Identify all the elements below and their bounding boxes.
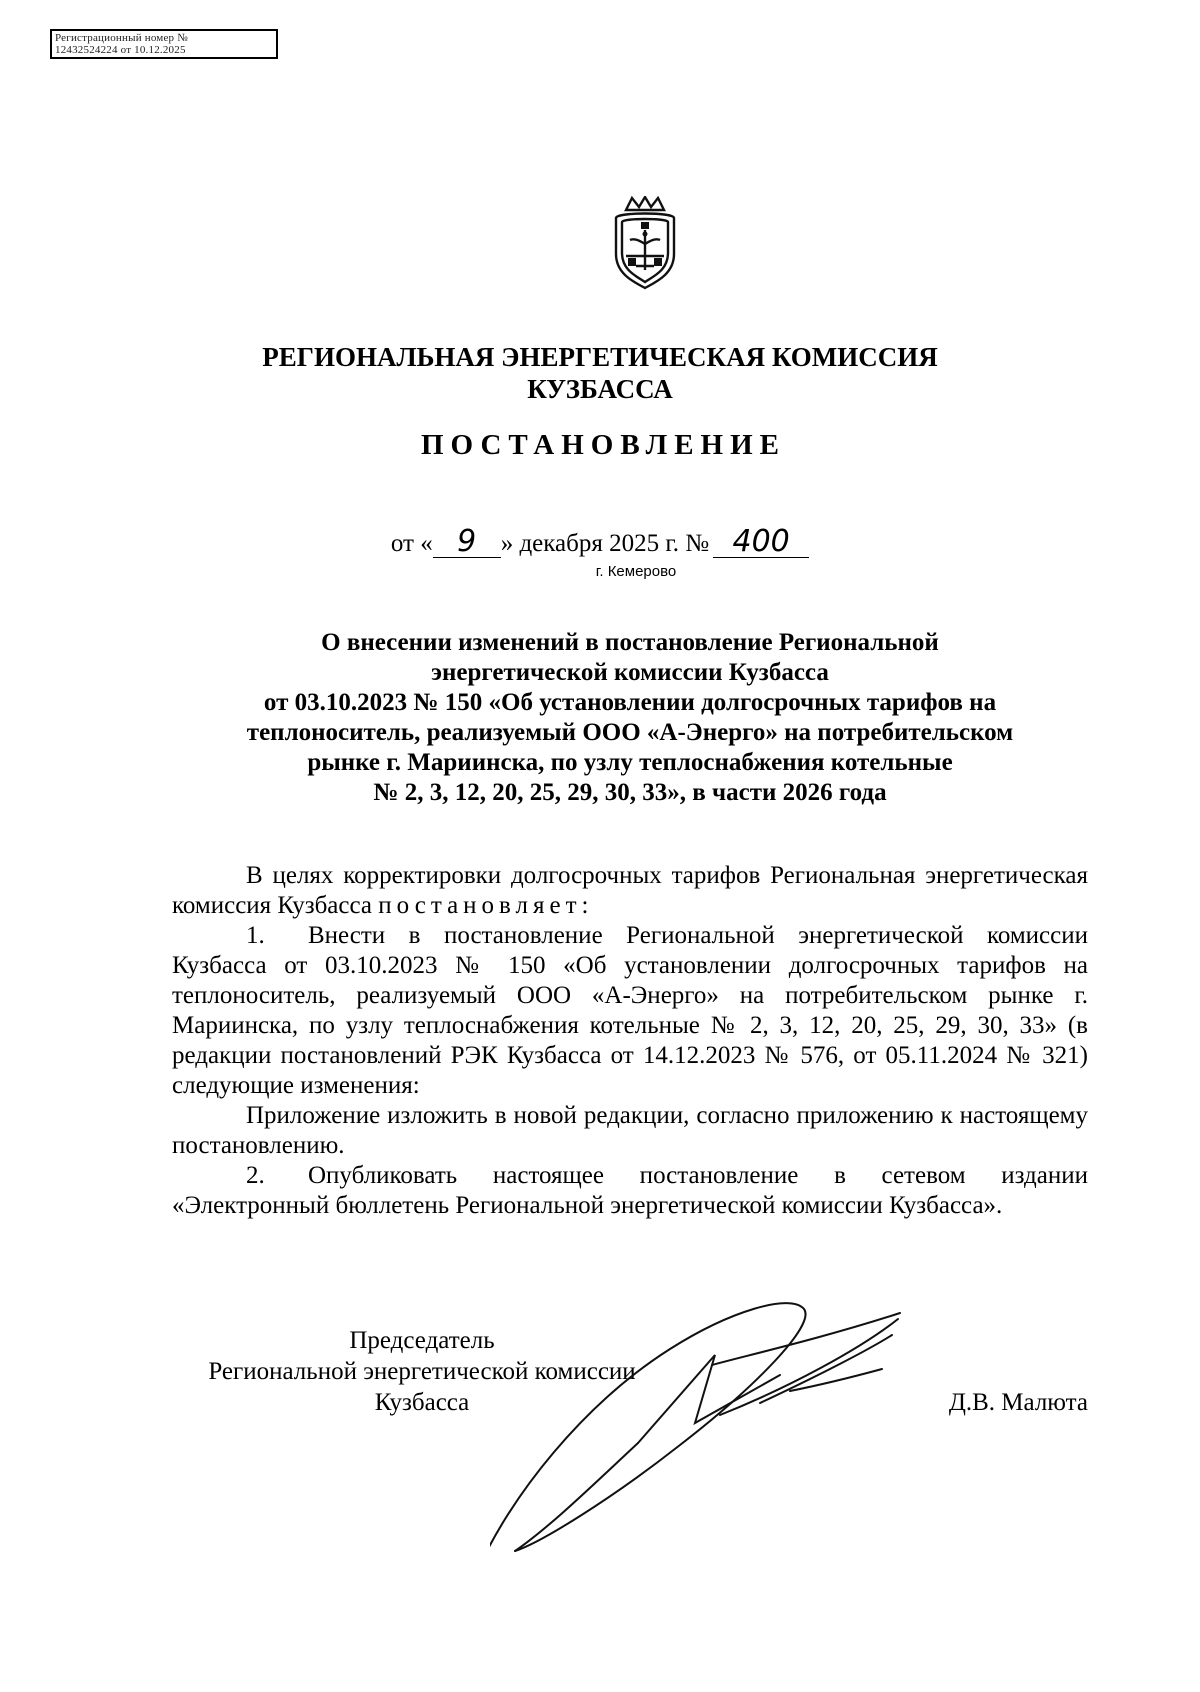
subject-line: рынке г. Мариинска, по узлу теплоснабжения котельные bbox=[307, 749, 953, 776]
item-2-number: 2. bbox=[246, 1162, 265, 1189]
date-day-handwritten: 9 bbox=[433, 527, 501, 558]
document-subject bbox=[190, 628, 1070, 808]
subject-line: от 03.10.2023 № 150 «Об установлении долгосрочных тарифов на bbox=[263, 689, 997, 716]
item-1-number: 1. bbox=[246, 922, 265, 949]
signatory-title-line1: Председатель bbox=[349, 1327, 495, 1354]
item-1-subparagraph: Приложение изложить в новой редакции, согласно приложению к настоящему постановлению. bbox=[172, 1102, 1088, 1159]
subject-line: энергетической комиссии Кузбасса bbox=[431, 659, 829, 686]
resolves-word: постановляет: bbox=[378, 892, 594, 919]
document-body bbox=[172, 861, 1088, 1221]
signatory-title-line3: Кузбасса bbox=[374, 1389, 470, 1416]
signatory-title-line2: Региональной энергетической комиссии bbox=[208, 1358, 636, 1385]
subject-line: теплоноситель, реализуемый ООО «А-Энерго» на потребительском bbox=[246, 719, 1014, 746]
item-1-paragraph bbox=[172, 921, 1088, 1101]
item-1-text: Внести в постановление Региональной энергетической комиссии Кузбасса от 03.10.2023 № 150 «Об установлении долгосрочных тарифов на теплоноситель, реализуемый ООО «А-Энерго» на потребительском рынке г. Мариинска, по узлу теплоснабжения котельные № 2, 3, 12, 20, 25, 29, 30, 33» (в редакции постановлений РЭК Кузбасса от 14.12.2023 № 576, от 05.11.2024 № 321) следующие изменения: bbox=[172, 922, 1088, 1099]
item-2-text: Опубликовать настоящее постановление в сетевом издании «Электронный бюллетень Региональной энергетической комиссии Кузбасса». bbox=[172, 1162, 1088, 1219]
registration-stamp bbox=[50, 29, 278, 59]
date-number-line bbox=[0, 524, 1200, 559]
document-number-handwritten: 400 bbox=[713, 527, 809, 558]
date-prefix: от « bbox=[390, 530, 433, 557]
item-2-paragraph bbox=[172, 1161, 1088, 1221]
handwritten-signature-mark bbox=[490, 1295, 990, 1585]
subject-line: О внесении изменений в постановление Региональной bbox=[321, 629, 939, 656]
organization-name-line2: КУЗБАССА bbox=[527, 374, 673, 404]
organization-name-line1: РЕГИОНАЛЬНАЯ ЭНЕРГЕТИЧЕСКАЯ КОМИССИЯ bbox=[262, 342, 938, 372]
registration-label: Регистрационный номер № bbox=[55, 32, 188, 44]
city-name: г. Кемерово bbox=[595, 563, 677, 580]
intro-text: В целях корректировки долгосрочных тарифов Региональная энергетическая комиссия Кузбасса bbox=[172, 862, 1088, 919]
registration-number: 12432524224 от 10.12.2025 bbox=[55, 44, 186, 56]
intro-paragraph bbox=[172, 861, 1088, 921]
date-month-year: » декабря 2025 г. № bbox=[500, 530, 710, 557]
document-type-title: ПОСТАНОВЛЕНИЕ bbox=[420, 429, 786, 461]
signatory-name: Д.В. Малюта bbox=[948, 1389, 1088, 1416]
kuzbass-coat-of-arms-icon bbox=[606, 196, 684, 290]
subject-line: № 2, 3, 12, 20, 25, 29, 30, 33», в части 2026 года bbox=[373, 779, 887, 806]
